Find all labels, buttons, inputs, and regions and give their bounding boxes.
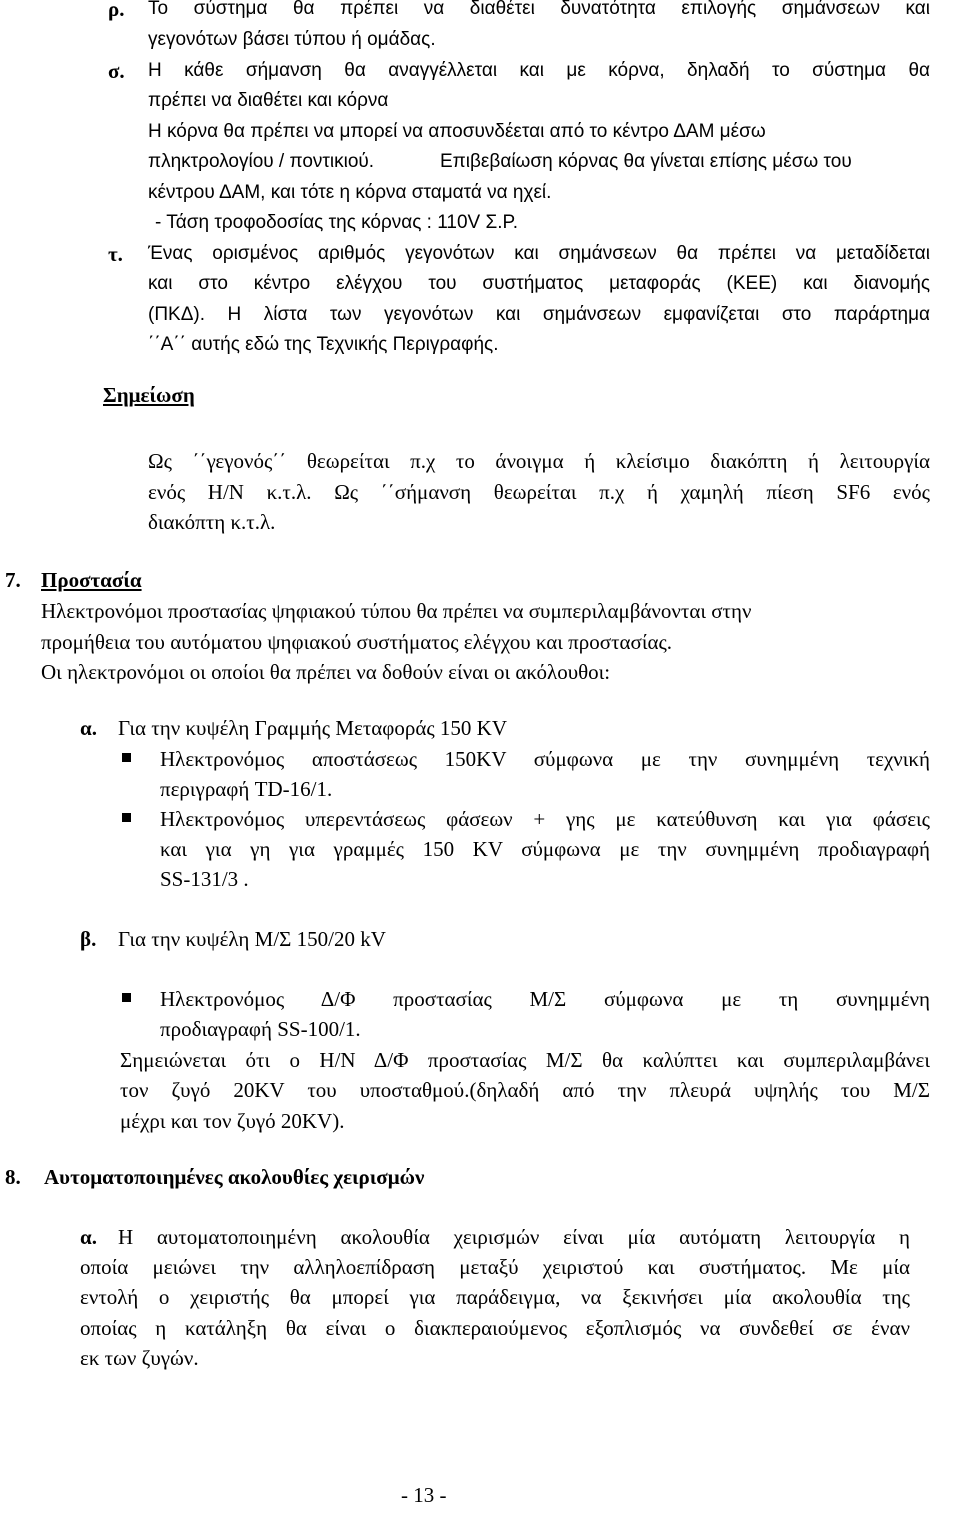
page-number: - 13 - [401, 1483, 447, 1507]
item-tau-line-3: (ΠΚΔ). Η λίστα των γεγονότων και σημάνσεων εμφανίζεται στο παράρτημα [148, 304, 930, 325]
section-7-line-3: Οι ηλεκτρονόμοι οι οποίοι θα πρέπει να δοθούν είναι οι ακόλουθοι: [41, 660, 611, 684]
item-tau-line-2: και στο κέντρο ελέγχου του συστήματος μεταφοράς (ΚΕΕ) και διανομής [148, 273, 930, 294]
section-8-title: Αυτοματοποιημένες ακολουθίες χειρισμών [44, 1165, 425, 1189]
item-rho-line-2: γεγονότων βάσει τύπου ή ομάδας. [148, 29, 436, 50]
section-7-a-bullet-1-line-2: περιγραφή TD-16/1. [160, 777, 333, 801]
section-7-b-title: Για την κυψέλη Μ/Σ 150/20 kV [118, 927, 386, 951]
section-8-a-marker: α. [80, 1225, 97, 1249]
section-7-a-marker: α. [80, 716, 97, 740]
section-8-a-line-2: οποία μειώνει την αλληλοεπίδραση μεταξύ χειριστού και συστήματος. Με μία [80, 1255, 910, 1279]
section-7-b-note-line-2: τον ζυγό 20KV του υποσταθμού.(δηλαδή από την πλευρά υψηλής του Μ/Σ [120, 1078, 930, 1102]
section-7-title: Προστασία [41, 568, 142, 592]
item-marker-rho: ρ. [108, 0, 125, 21]
section-7-number: 7. [5, 568, 21, 592]
item-sigma-line-2: πρέπει να διαθέτει και κόρνα [148, 90, 389, 111]
section-8-a-line-3: εντολή ο χειριστής θα μπορεί για παράδειγμα, να ξεκινήσει μία ακολουθία της [80, 1285, 910, 1309]
section-7-a-bullet-2-line-3: SS-131/3 . [160, 867, 249, 891]
square-bullet-icon [122, 753, 131, 762]
item-sigma-line-4b: Επιβεβαίωση κόρνας θα γίνεται επίσης μέσω του [440, 151, 852, 172]
square-bullet-icon [122, 813, 131, 822]
section-8-a-line-5: εκ των ζυγών. [80, 1346, 199, 1370]
horn-voltage-line: - Τάση τροφοδοσίας της κόρνας : 110V Σ.Ρ. [155, 212, 519, 233]
section-8-number: 8. [5, 1165, 21, 1189]
item-tau-line-4: ΄΄Α΄΄ αυτής εδώ της Τεχνικής Περιγραφής. [148, 334, 499, 355]
note-heading: Σημείωση [103, 383, 195, 407]
note-line-1: Ως ΄΄γεγονός΄΄ θεωρείται π.χ το άνοιγμα ή κλείσιμο διακόπτη ή λειτουργία [148, 449, 930, 473]
item-sigma-line-3: Η κόρνα θα πρέπει να μπορεί να αποσυνδέεται από το κέντρο ΔΑΜ μέσω [148, 121, 766, 142]
section-7-b-note-line-1: Σημειώνεται ότι ο Η/Ν Δ/Φ προστασίας Μ/Σ θα καλύπτει και συμπεριλαμβάνει [120, 1048, 930, 1072]
note-line-2: ενός Η/Ν κ.τ.λ. Ως ΄΄σήμανση θεωρείται π.χ ή χαμηλή πίεση SF6 ενός [148, 480, 930, 504]
section-7-a-bullet-1-line-1: Ηλεκτρονόμος αποστάσεως 150KV σύμφωνα με την συνημμένη τεχνική [160, 747, 930, 771]
section-7-b-marker: β. [80, 927, 97, 951]
item-sigma-line-5: κέντρου ΔΑΜ, και τότε η κόρνα σταματά να ηχεί. [148, 182, 552, 203]
section-8-a-line-4: οποίας η κατάληξη θα είναι ο διακπεραιούμενος εξοπλισμός να συνδεθεί σε έναν [80, 1316, 910, 1340]
note-line-3: διακόπτη κ.τ.λ. [148, 510, 276, 534]
section-7-line-2: προμήθεια του αυτόματου ψηφιακού συστήματος ελέγχου και προστασίας. [41, 630, 673, 654]
section-7-a-bullet-2-line-1: Ηλεκτρονόμος υπερεντάσεως φάσεων + γης με κατεύθυνση και για φάσεις [160, 807, 930, 831]
section-7-a-title: Για την κυψέλη Γραμμής Μεταφοράς 150 KV [118, 716, 508, 740]
section-8-a-line-1: Η αυτοματοποιημένη ακολουθία χειρισμών είναι μία αυτόματη λειτουργία η [118, 1225, 910, 1249]
item-rho-line-1: Το σύστημα θα πρέπει να διαθέτει δυνατότητα επιλογής σημάνσεων και [148, 0, 930, 19]
square-bullet-icon [122, 993, 131, 1002]
item-tau-line-1: Ένας ορισμένος αριθμός γεγονότων και σημάνσεων θα πρέπει να μεταδίδεται [148, 243, 930, 264]
section-7-a-bullet-2-line-2: και για γη για γραμμές 150 KV σύμφωνα με την συνημμένη προδιαγραφή [160, 837, 930, 861]
item-marker-tau: τ. [108, 242, 123, 266]
section-7-line-1: Ηλεκτρονόμοι προστασίας ψηφιακού τύπου θα πρέπει να συμπεριλαμβάνονται στην [41, 599, 752, 623]
item-sigma-line-4a: πληκτρολογίου / ποντικιού. [148, 151, 375, 172]
item-marker-sigma: σ. [108, 59, 125, 83]
section-7-b-note-line-3: μέχρι και τον ζυγό 20KV). [120, 1109, 345, 1133]
section-7-b-bullet-1-line-1: Ηλεκτρονόμος Δ/Φ προστασίας Μ/Σ σύμφωνα με τη συνημμένη [160, 987, 930, 1011]
item-sigma-line-1: Η κάθε σήμανση θα αναγγέλλεται και με κόρνα, δηλαδή το σύστημα θα [148, 60, 930, 81]
section-7-b-bullet-1-line-2: προδιαγραφή SS-100/1. [160, 1017, 361, 1041]
